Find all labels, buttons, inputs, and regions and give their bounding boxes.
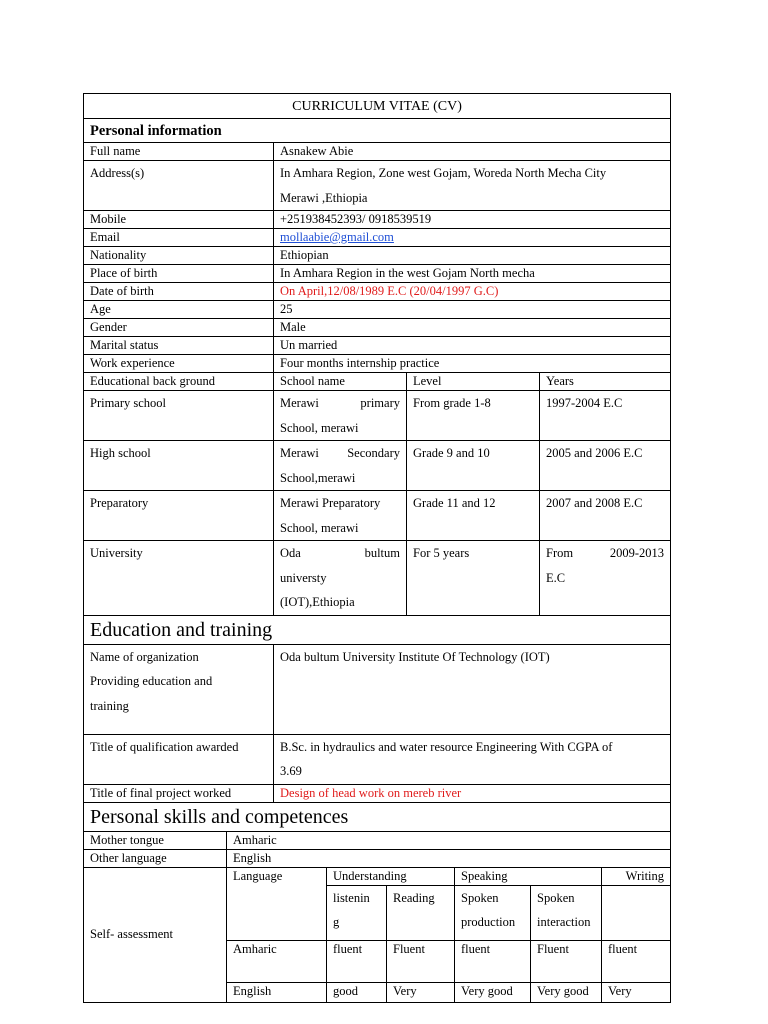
row-place-of-birth: Place of birth In Amhara Region in the west Gojam North mecha (84, 265, 671, 283)
mobile-value: +251938452393/ 0918539519 (274, 211, 671, 229)
self-assessment-header-row: Self- assessment Language Understanding Speaking Writing (84, 867, 671, 885)
self-assessment-label: Self- assessment (84, 867, 227, 1002)
row-final-project: Title of final project worked Design of head work on mereb river (84, 784, 671, 802)
self-assessment-subheader-row: listenin g Reading Spoken production Spoken interaction (84, 885, 671, 940)
row-other-language: Other language English (84, 849, 671, 867)
education-header-row: Educational back ground School name Level Years (84, 373, 671, 391)
row-date-of-birth: Date of birth On April,12/08/1989 E.C (20/04/1997 G.C) (84, 283, 671, 301)
self-assessment-row-english: English good Very Very good Very good Very (84, 982, 671, 1002)
row-full-name: Full name Asnakew Abie (84, 143, 671, 161)
cv-document (83, 93, 670, 1003)
section-education-and-training: Education and training (84, 615, 671, 644)
row-address: Address(s) In Amhara Region, Zone west Gojam, Woreda North Mecha City Merawi ,Ethiopia (84, 161, 671, 211)
cv-skills-table (83, 802, 671, 1003)
address-value: In Amhara Region, Zone west Gojam, Woreda North Mecha City Merawi ,Ethiopia (274, 161, 671, 211)
row-gender: Gender Male (84, 319, 671, 337)
row-work-experience: Work experience Four months internship practice (84, 355, 671, 373)
row-university: University Oda bultum universty (IOT),Ethiopia For 5 years From 2009-2013 E.C (84, 541, 671, 616)
full-name-value: Asnakew Abie (274, 143, 671, 161)
row-nationality: Nationality Ethiopian (84, 247, 671, 265)
row-qualification: Title of qualification awarded B.Sc. in hydraulics and water resource Engineering With CGPA of 3.69 (84, 734, 671, 784)
document-title: CURRICULUM VITAE (CV) (84, 94, 671, 119)
section-personal-information: Personal information (84, 119, 671, 143)
row-organization: Name of organization Providing education and training Oda bultum University Institute Of Technology (IOT) (84, 644, 671, 734)
row-primary-school: Primary school Merawi primary School, merawi From grade 1-8 1997-2004 E.C (84, 391, 671, 441)
row-email: Email mollaabie@gmail.com (84, 229, 671, 247)
row-age: Age 25 (84, 301, 671, 319)
row-preparatory: Preparatory Merawi Preparatory School, merawi Grade 11 and 12 2007 and 2008 E.C (84, 491, 671, 541)
row-mother-tongue: Mother tongue Amharic (84, 831, 671, 849)
section-personal-skills: Personal skills and competences (84, 802, 671, 831)
cv-main-table (83, 93, 671, 803)
email-link[interactable]: mollaabie@gmail.com (280, 230, 394, 244)
row-high-school: High school Merawi Secondary School,merawi Grade 9 and 10 2005 and 2006 E.C (84, 441, 671, 491)
date-of-birth-value: On April,12/08/1989 E.C (20/04/1997 G.C) (274, 283, 671, 301)
row-mobile: Mobile +251938452393/ 0918539519 (84, 211, 671, 229)
row-marital-status: Marital status Un married (84, 337, 671, 355)
self-assessment-row-amharic: Amharic fluent Fluent fluent Fluent fluent (84, 940, 671, 982)
final-project-value: Design of head work on mereb river (274, 784, 671, 802)
